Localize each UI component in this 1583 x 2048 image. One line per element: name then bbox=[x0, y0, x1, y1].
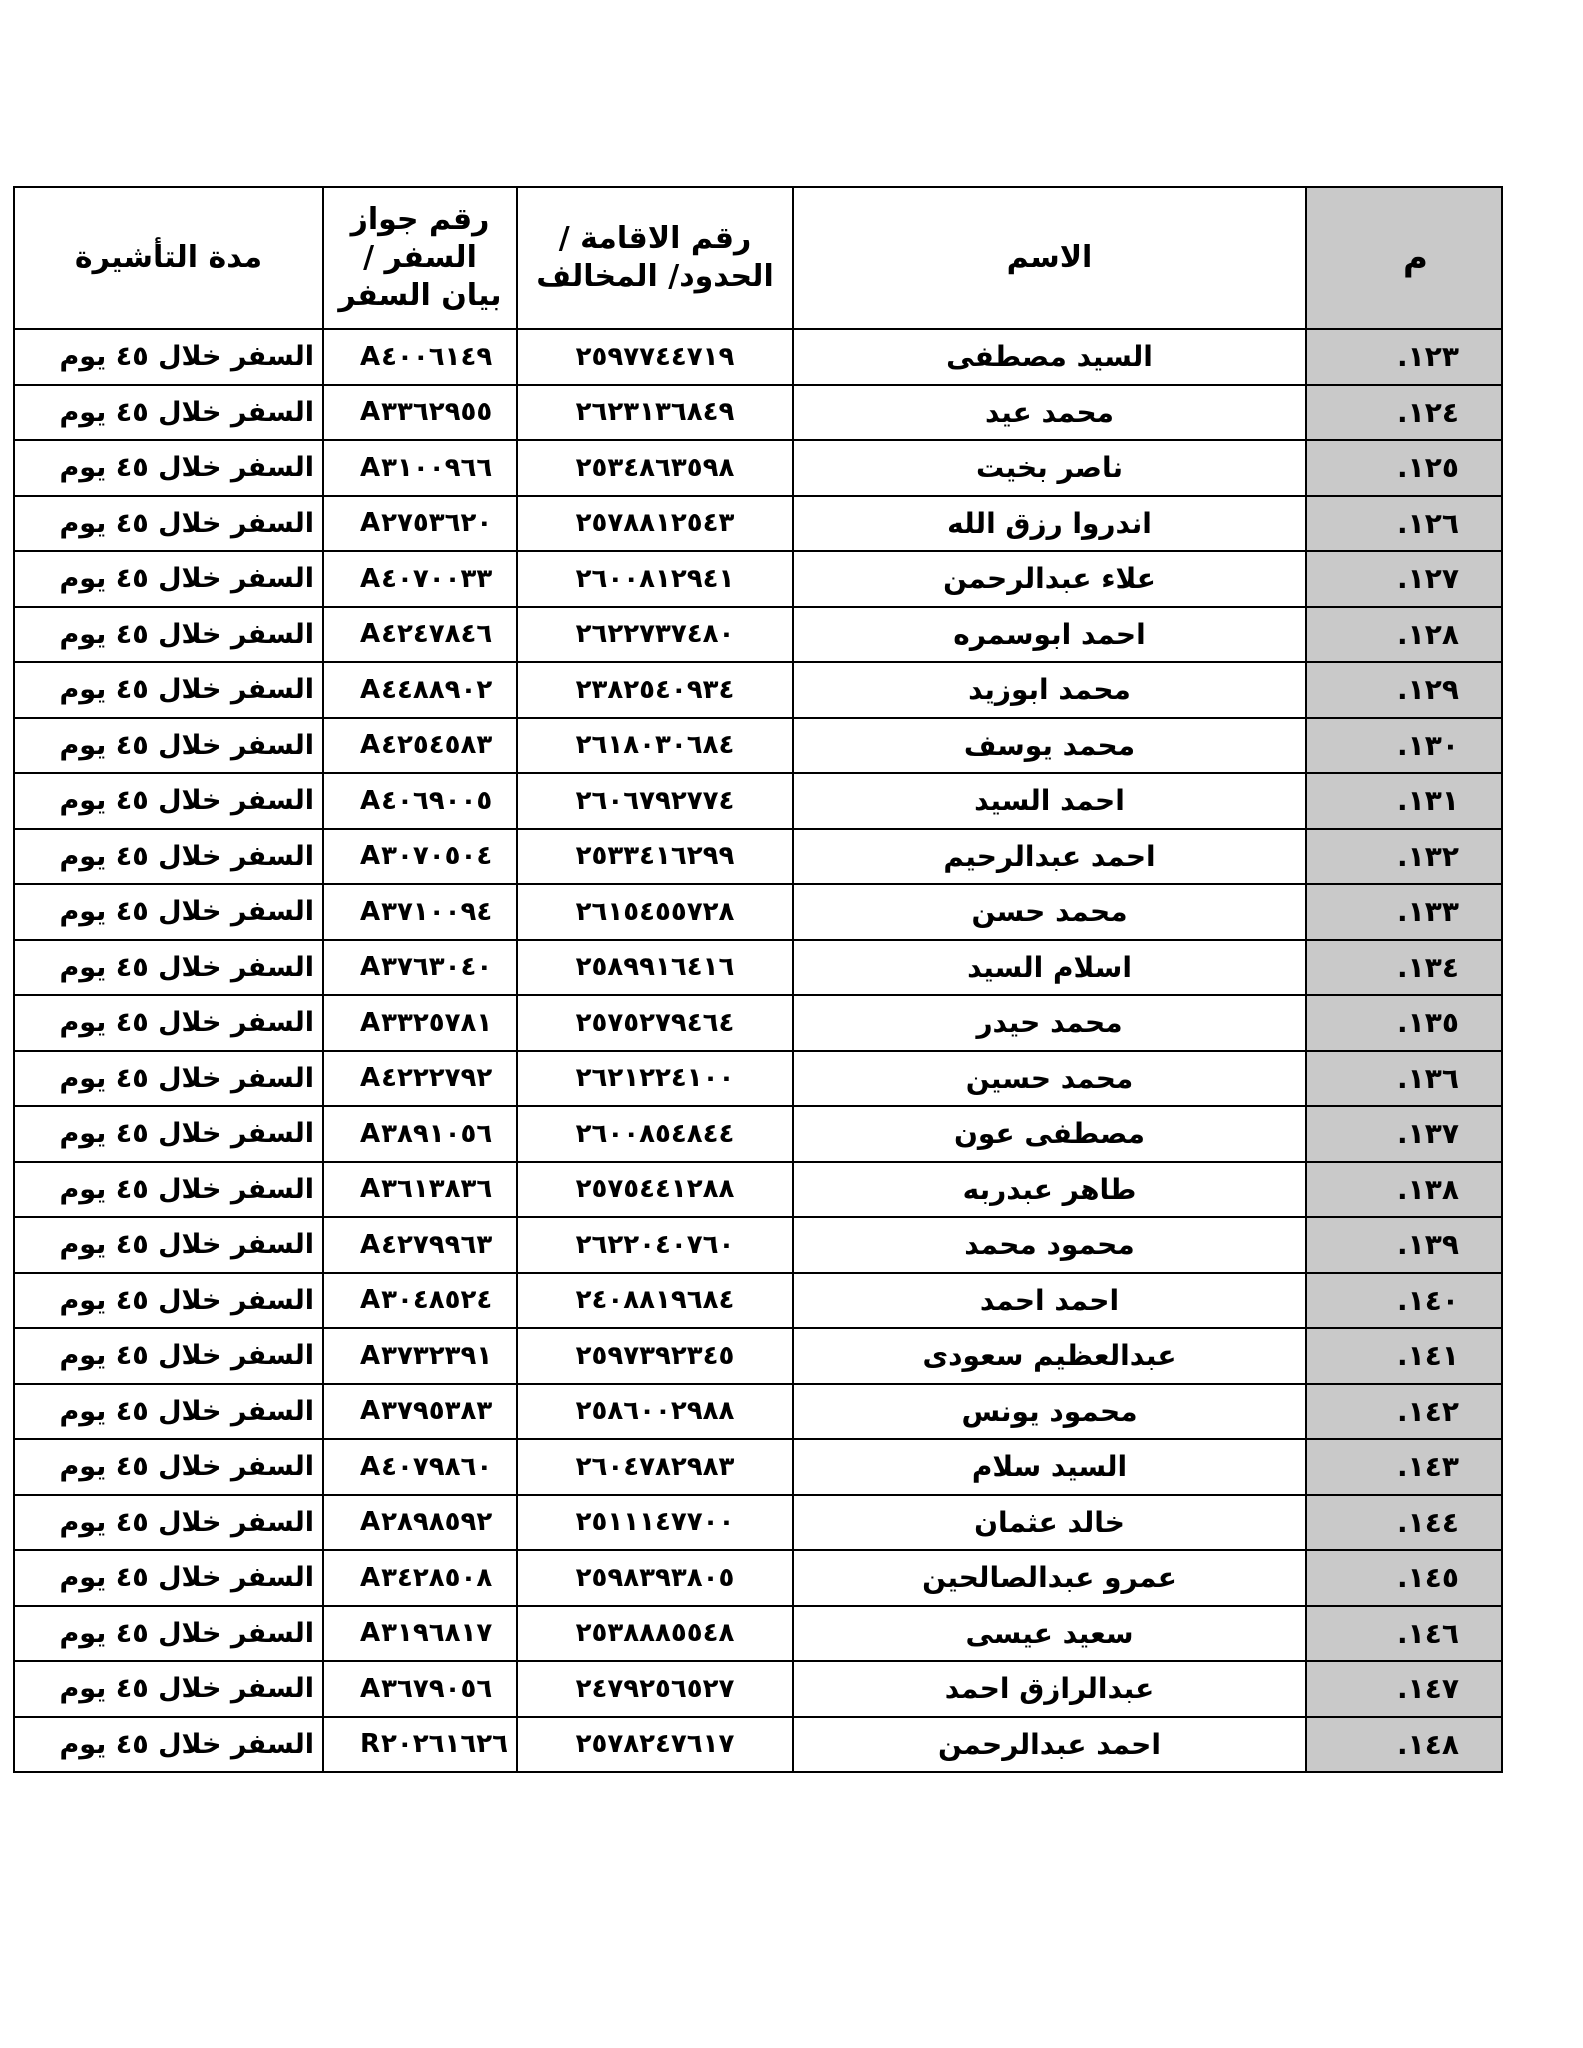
row-residence-number-cell: ٢٦١٨٠٣٠٦٨٤ bbox=[517, 718, 793, 774]
row-visa-duration-cell: السفر خلال ٤٥ يوم bbox=[14, 940, 323, 996]
row-residence-number-cell: ٢٥٧٥٢٧٩٤٦٤ bbox=[517, 995, 793, 1051]
table-row bbox=[14, 773, 1502, 829]
table-row bbox=[14, 1051, 1502, 1107]
row-visa-duration-cell: السفر خلال ٤٥ يوم bbox=[14, 1328, 323, 1384]
row-name-cell: محمد حسين bbox=[793, 1051, 1306, 1107]
table-row bbox=[14, 1439, 1502, 1495]
row-passport-number-cell: A٤٠٧٩٨٦٠ bbox=[323, 1439, 517, 1495]
row-passport-number-cell: A٣٨٩١٠٥٦ bbox=[323, 1106, 517, 1162]
table-body bbox=[14, 329, 1502, 1772]
header-residence-number: رقم الاقامة / الحدود/ المخالف bbox=[517, 187, 793, 329]
row-name-cell: احمد عبدالرحمن bbox=[793, 1717, 1306, 1773]
row-passport-number-cell: A٣٧٣٢٣٩١ bbox=[323, 1328, 517, 1384]
row-name-cell: مصطفى عون bbox=[793, 1106, 1306, 1162]
table-row bbox=[14, 718, 1502, 774]
row-passport-number-cell: A٤٠٧٠٠٣٣ bbox=[323, 551, 517, 607]
row-residence-number-cell: ٢٥٩٧٣٩٢٣٤٥ bbox=[517, 1328, 793, 1384]
row-index-cell: ١٣٣. bbox=[1306, 884, 1502, 940]
table-row bbox=[14, 995, 1502, 1051]
row-passport-number-cell: A٣١٩٦٨١٧ bbox=[323, 1606, 517, 1662]
row-index-cell: ١٣٢. bbox=[1306, 829, 1502, 885]
row-visa-duration-cell: السفر خلال ٤٥ يوم bbox=[14, 1439, 323, 1495]
table-row bbox=[14, 385, 1502, 441]
row-passport-number-cell: A٤٢٧٩٩٦٣ bbox=[323, 1217, 517, 1273]
row-residence-number-cell: ٢٦١٥٤٥٥٧٢٨ bbox=[517, 884, 793, 940]
row-name-cell: احمد ابوسمره bbox=[793, 607, 1306, 663]
table-row bbox=[14, 829, 1502, 885]
row-index-cell: ١٤٨. bbox=[1306, 1717, 1502, 1773]
visa-table bbox=[13, 186, 1503, 1773]
row-visa-duration-cell: السفر خلال ٤٥ يوم bbox=[14, 884, 323, 940]
row-visa-duration-cell: السفر خلال ٤٥ يوم bbox=[14, 329, 323, 385]
row-visa-duration-cell: السفر خلال ٤٥ يوم bbox=[14, 1606, 323, 1662]
table-row bbox=[14, 1495, 1502, 1551]
row-name-cell: خالد عثمان bbox=[793, 1495, 1306, 1551]
table-row bbox=[14, 1328, 1502, 1384]
table-row bbox=[14, 1384, 1502, 1440]
table-row bbox=[14, 551, 1502, 607]
row-visa-duration-cell: السفر خلال ٤٥ يوم bbox=[14, 1717, 323, 1773]
row-index-cell: ١٢٩. bbox=[1306, 662, 1502, 718]
row-name-cell: محمود محمد bbox=[793, 1217, 1306, 1273]
table-row bbox=[14, 329, 1502, 385]
row-index-cell: ١٣٠. bbox=[1306, 718, 1502, 774]
row-index-cell: ١٣٧. bbox=[1306, 1106, 1502, 1162]
row-passport-number-cell: A٤٠٠٦١٤٩ bbox=[323, 329, 517, 385]
row-visa-duration-cell: السفر خلال ٤٥ يوم bbox=[14, 1217, 323, 1273]
table-row bbox=[14, 1717, 1502, 1773]
row-index-cell: ١٢٣. bbox=[1306, 329, 1502, 385]
row-name-cell: طاهر عبدربه bbox=[793, 1162, 1306, 1218]
row-residence-number-cell: ٢٥٩٨٣٩٣٨٠٥ bbox=[517, 1550, 793, 1606]
row-passport-number-cell: A٣٤٢٨٥٠٨ bbox=[323, 1550, 517, 1606]
header-index: م bbox=[1306, 187, 1502, 329]
row-residence-number-cell: ٢٦٢٢٧٣٧٤٨٠ bbox=[517, 607, 793, 663]
row-residence-number-cell: ٢٤٠٨٨١٩٦٨٤ bbox=[517, 1273, 793, 1329]
row-residence-number-cell: ٢٥٨٦٠٠٢٩٨٨ bbox=[517, 1384, 793, 1440]
row-passport-number-cell: A٤٢٤٧٨٤٦ bbox=[323, 607, 517, 663]
row-passport-number-cell: A٣١٠٠٩٦٦ bbox=[323, 440, 517, 496]
row-index-cell: ١٤٥. bbox=[1306, 1550, 1502, 1606]
row-passport-number-cell: A٣٦٧٩٠٥٦ bbox=[323, 1661, 517, 1717]
row-visa-duration-cell: السفر خلال ٤٥ يوم bbox=[14, 1661, 323, 1717]
row-index-cell: ١٢٧. bbox=[1306, 551, 1502, 607]
row-index-cell: ١٣٥. bbox=[1306, 995, 1502, 1051]
row-index-cell: ١٣١. bbox=[1306, 773, 1502, 829]
row-visa-duration-cell: السفر خلال ٤٥ يوم bbox=[14, 496, 323, 552]
row-passport-number-cell: A٤٢٢٢٧٩٢ bbox=[323, 1051, 517, 1107]
row-index-cell: ١٢٨. bbox=[1306, 607, 1502, 663]
row-passport-number-cell: R٢٠٢٦١٦٢٦ bbox=[323, 1717, 517, 1773]
row-passport-number-cell: A٣٣٢٥٧٨١ bbox=[323, 995, 517, 1051]
row-name-cell: علاء عبدالرحمن bbox=[793, 551, 1306, 607]
row-passport-number-cell: A٢٧٥٣٦٢٠ bbox=[323, 496, 517, 552]
row-residence-number-cell: ٢٣٨٢٥٤٠٩٣٤ bbox=[517, 662, 793, 718]
row-residence-number-cell: ٢٦٠٤٧٨٢٩٨٣ bbox=[517, 1439, 793, 1495]
row-name-cell: احمد احمد bbox=[793, 1273, 1306, 1329]
row-visa-duration-cell: السفر خلال ٤٥ يوم bbox=[14, 385, 323, 441]
row-name-cell: السيد مصطفى bbox=[793, 329, 1306, 385]
row-visa-duration-cell: السفر خلال ٤٥ يوم bbox=[14, 1106, 323, 1162]
row-name-cell: عبدالعظيم سعودى bbox=[793, 1328, 1306, 1384]
row-index-cell: ١٢٦. bbox=[1306, 496, 1502, 552]
row-passport-number-cell: A٤٢٥٤٥٨٣ bbox=[323, 718, 517, 774]
table-row bbox=[14, 662, 1502, 718]
row-residence-number-cell: ٢٥٧٨٢٤٧٦١٧ bbox=[517, 1717, 793, 1773]
row-index-cell: ١٤١. bbox=[1306, 1328, 1502, 1384]
row-name-cell: ناصر بخيت bbox=[793, 440, 1306, 496]
row-name-cell: احمد عبدالرحيم bbox=[793, 829, 1306, 885]
row-name-cell: عبدالرازق احمد bbox=[793, 1661, 1306, 1717]
row-visa-duration-cell: السفر خلال ٤٥ يوم bbox=[14, 1550, 323, 1606]
row-index-cell: ١٣٤. bbox=[1306, 940, 1502, 996]
table-row bbox=[14, 1162, 1502, 1218]
row-visa-duration-cell: السفر خلال ٤٥ يوم bbox=[14, 829, 323, 885]
row-residence-number-cell: ٢٥٣٨٨٨٥٥٤٨ bbox=[517, 1606, 793, 1662]
table-row bbox=[14, 1273, 1502, 1329]
row-name-cell: سعيد عيسى bbox=[793, 1606, 1306, 1662]
row-name-cell: محمد يوسف bbox=[793, 718, 1306, 774]
row-visa-duration-cell: السفر خلال ٤٥ يوم bbox=[14, 1051, 323, 1107]
row-name-cell: السيد سلام bbox=[793, 1439, 1306, 1495]
row-visa-duration-cell: السفر خلال ٤٥ يوم bbox=[14, 1162, 323, 1218]
row-passport-number-cell: A٣٠٤٨٥٢٤ bbox=[323, 1273, 517, 1329]
row-residence-number-cell: ٢٦٠٦٧٩٢٧٧٤ bbox=[517, 773, 793, 829]
row-name-cell: عمرو عبدالصالحين bbox=[793, 1550, 1306, 1606]
row-name-cell: محمد ابوزيد bbox=[793, 662, 1306, 718]
row-index-cell: ١٣٨. bbox=[1306, 1162, 1502, 1218]
row-residence-number-cell: ٢٦٢٣١٣٦٨٤٩ bbox=[517, 385, 793, 441]
row-index-cell: ١٤٦. bbox=[1306, 1606, 1502, 1662]
row-name-cell: محمود يونس bbox=[793, 1384, 1306, 1440]
row-index-cell: ١٤٧. bbox=[1306, 1661, 1502, 1717]
row-residence-number-cell: ٢٥٣٤٨٦٣٥٩٨ bbox=[517, 440, 793, 496]
row-residence-number-cell: ٢٥١١١٤٧٧٠٠ bbox=[517, 1495, 793, 1551]
row-passport-number-cell: A٤٠٦٩٠٠٥ bbox=[323, 773, 517, 829]
row-index-cell: ١٤٠. bbox=[1306, 1273, 1502, 1329]
row-visa-duration-cell: السفر خلال ٤٥ يوم bbox=[14, 1384, 323, 1440]
table-header bbox=[14, 187, 1502, 329]
header-visa-duration: مدة التأشيرة bbox=[14, 187, 323, 329]
row-residence-number-cell: ٢٦٢١٢٢٤١٠٠ bbox=[517, 1051, 793, 1107]
row-passport-number-cell: A٣٠٧٠٥٠٤ bbox=[323, 829, 517, 885]
table-row bbox=[14, 496, 1502, 552]
row-visa-duration-cell: السفر خلال ٤٥ يوم bbox=[14, 607, 323, 663]
row-residence-number-cell: ٢٥٧٨٨١٢٥٤٣ bbox=[517, 496, 793, 552]
row-index-cell: ١٢٤. bbox=[1306, 385, 1502, 441]
row-visa-duration-cell: السفر خلال ٤٥ يوم bbox=[14, 718, 323, 774]
row-visa-duration-cell: السفر خلال ٤٥ يوم bbox=[14, 773, 323, 829]
table-row bbox=[14, 1550, 1502, 1606]
row-index-cell: ١٤٤. bbox=[1306, 1495, 1502, 1551]
row-visa-duration-cell: السفر خلال ٤٥ يوم bbox=[14, 1273, 323, 1329]
table-row bbox=[14, 940, 1502, 996]
row-index-cell: ١٣٩. bbox=[1306, 1217, 1502, 1273]
row-residence-number-cell: ٢٥٩٧٧٤٤٧١٩ bbox=[517, 329, 793, 385]
row-residence-number-cell: ٢٦٠٠٨١٢٩٤١ bbox=[517, 551, 793, 607]
row-visa-duration-cell: السفر خلال ٤٥ يوم bbox=[14, 995, 323, 1051]
row-name-cell: محمد عيد bbox=[793, 385, 1306, 441]
row-name-cell: محمد حسن bbox=[793, 884, 1306, 940]
row-passport-number-cell: A٣٧١٠٠٩٤ bbox=[323, 884, 517, 940]
row-passport-number-cell: A٢٨٩٨٥٩٢ bbox=[323, 1495, 517, 1551]
row-passport-number-cell: A٣٧٩٥٣٨٣ bbox=[323, 1384, 517, 1440]
table-row bbox=[14, 884, 1502, 940]
row-residence-number-cell: ٢٥٧٥٤٤١٢٨٨ bbox=[517, 1162, 793, 1218]
table-row bbox=[14, 1106, 1502, 1162]
header-name: الاسم bbox=[793, 187, 1306, 329]
row-name-cell: اندروا رزق الله bbox=[793, 496, 1306, 552]
table-row bbox=[14, 440, 1502, 496]
header-passport-number: رقم جواز السفر / بيان السفر bbox=[323, 187, 517, 329]
row-index-cell: ١٢٥. bbox=[1306, 440, 1502, 496]
row-residence-number-cell: ٢٥٨٩٩١٦٤١٦ bbox=[517, 940, 793, 996]
row-index-cell: ١٤٣. bbox=[1306, 1439, 1502, 1495]
row-name-cell: اسلام السيد bbox=[793, 940, 1306, 996]
row-visa-duration-cell: السفر خلال ٤٥ يوم bbox=[14, 662, 323, 718]
row-index-cell: ١٤٢. bbox=[1306, 1384, 1502, 1440]
row-passport-number-cell: A٤٤٨٨٩٠٢ bbox=[323, 662, 517, 718]
row-passport-number-cell: A٣٦١٣٨٣٦ bbox=[323, 1162, 517, 1218]
table-row bbox=[14, 1661, 1502, 1717]
table-row bbox=[14, 1606, 1502, 1662]
row-index-cell: ١٣٦. bbox=[1306, 1051, 1502, 1107]
table-row bbox=[14, 1217, 1502, 1273]
table-row bbox=[14, 607, 1502, 663]
row-visa-duration-cell: السفر خلال ٤٥ يوم bbox=[14, 551, 323, 607]
row-name-cell: احمد السيد bbox=[793, 773, 1306, 829]
row-residence-number-cell: ٢٥٣٣٤١٦٢٩٩ bbox=[517, 829, 793, 885]
row-residence-number-cell: ٢٤٧٩٢٥٦٥٢٧ bbox=[517, 1661, 793, 1717]
row-name-cell: محمد حيدر bbox=[793, 995, 1306, 1051]
row-passport-number-cell: A٣٧٦٣٠٤٠ bbox=[323, 940, 517, 996]
row-passport-number-cell: A٣٣٦٢٩٥٥ bbox=[323, 385, 517, 441]
row-residence-number-cell: ٢٦٢٢٠٤٠٧٦٠ bbox=[517, 1217, 793, 1273]
row-residence-number-cell: ٢٦٠٠٨٥٤٨٤٤ bbox=[517, 1106, 793, 1162]
row-visa-duration-cell: السفر خلال ٤٥ يوم bbox=[14, 440, 323, 496]
header-row bbox=[14, 187, 1502, 329]
row-visa-duration-cell: السفر خلال ٤٥ يوم bbox=[14, 1495, 323, 1551]
